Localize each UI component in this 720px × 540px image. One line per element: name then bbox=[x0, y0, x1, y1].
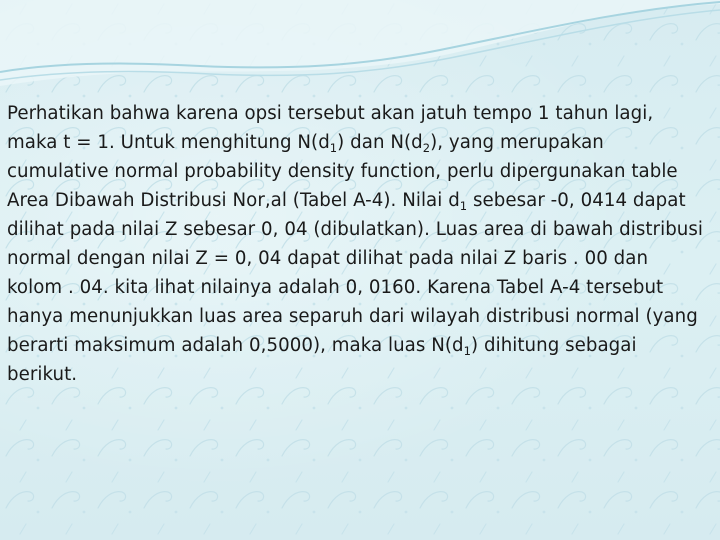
subscript: 2 bbox=[422, 141, 431, 155]
subscript: 1 bbox=[459, 199, 468, 213]
text-run: ) dihitung sebagai berikut. bbox=[7, 335, 637, 385]
text-run: ) dan N(d bbox=[337, 132, 423, 153]
subscript: 1 bbox=[329, 141, 338, 155]
text-run: Perhatikan bahwa karena opsi tersebut akan jatuh tempo 1 tahun lagi, maka t = 1. Untuk menghitung N(d bbox=[7, 103, 654, 153]
text-run: sebesar -0, 0414 dapat dilihat pada nilai Z sebesar 0, 04 (dibulatkan). Luas area di bawah distribusi normal dengan nilai Z = 0, 04 dapat dilihat pada nilai Z baris . 00 dan kolom . 04. kita lihat nilainya adalah 0, 0160. Karena Tabel A-4 tersebut hanya menunjukkan luas area separuh dari wilayah distribusi normal (yang berarti maksimum adalah 0,5000), maka luas N(d bbox=[7, 190, 703, 356]
body-paragraph bbox=[7, 99, 707, 389]
text-run: ), yang merupakan cumulative normal probability density function, perlu dipergunakan table Area Dibawah Distribusi Nor,al (Tabel A-4). Nilai d bbox=[7, 132, 678, 211]
subscript: 1 bbox=[463, 344, 472, 358]
top-wave-decoration bbox=[0, 0, 720, 110]
